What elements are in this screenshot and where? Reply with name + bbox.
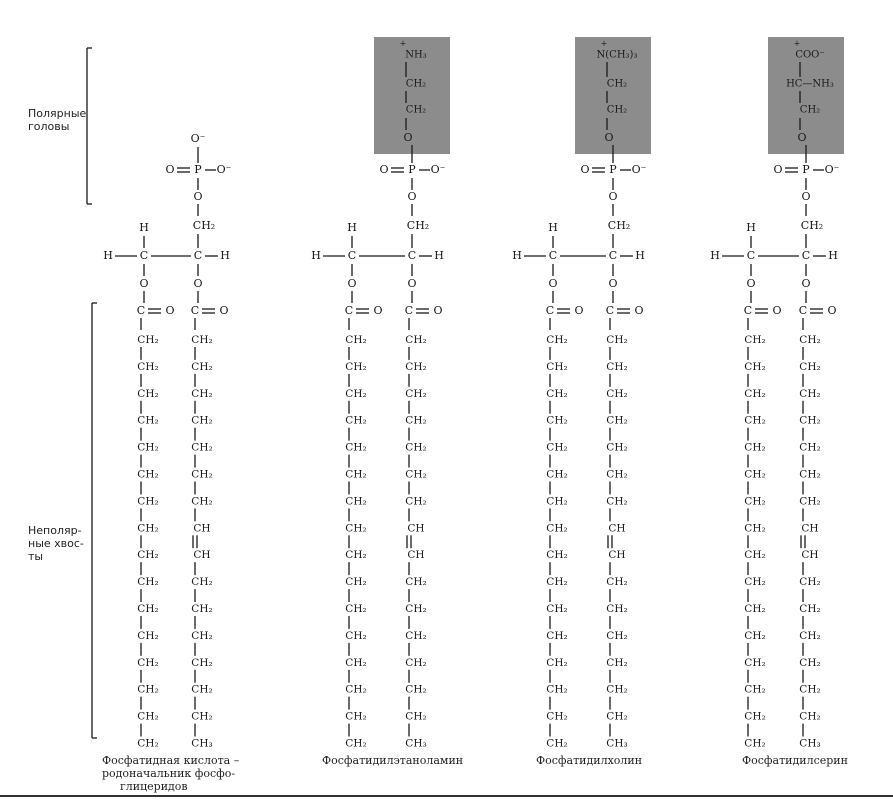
mol-phosphatidylserine-right-acyl-O: O [801,277,811,290]
mol-phosphatidylethanolamine-left-chain-9: CH₂ [345,576,367,589]
mol-phosphatidylserine-right-chain-8: CH [801,549,819,562]
mol-phosphatidic-acid-right-chain-3: CH₂ [191,414,213,427]
mol-phosphatidylserine-glycerol-C2: C [801,249,811,262]
mol-phosphatidylcholine-head-row: CH₂ [606,78,628,90]
mol-phosphatidylcholine-left-chain-3: CH₂ [546,414,568,427]
mol-phosphatidic-acid-left-chain-4: CH₂ [137,441,159,454]
mol-phosphatidylserine-right-chain-9: CH₂ [799,576,821,589]
mol-phosphatidylethanolamine-left-chain-4: CH₂ [345,441,367,454]
mol-phosphatidylcholine-left-chain-0: CH₂ [546,334,568,346]
mol-phosphatidylserine-right-chain-10: CH₂ [799,603,821,615]
mol-phosphatidylcholine-glycerol-C2: C [608,249,618,262]
mol-phosphatidylethanolamine-left-chain-11: CH₂ [345,629,367,642]
mol-phosphatidylcholine-left-chain-10: CH₂ [546,603,568,615]
mol-phosphatidylserine-right-chain-15: CH₃ [799,737,821,750]
mol-phosphatidylcholine-glycerol-CH2: CH₂ [607,219,631,232]
mol-phosphatidylcholine-ester-O: O [608,190,618,203]
mol-phosphatidylethanolamine-right-chain-12: CH₂ [405,656,427,669]
mol-phosphatidylserine-right-chain-6: CH₂ [799,495,821,508]
mol-phosphatidylethanolamine-left-chain-13: CH₂ [345,683,367,696]
mol-phosphatidylserine-left-chain-3: CH₂ [744,414,766,427]
mol-phosphatidic-acid-right-chain-2: CH₂ [191,387,213,400]
mol-phosphatidic-acid-right-chain-14: CH₂ [191,710,213,723]
mol-phosphatidylethanolamine-right-chain-5: CH₂ [405,468,427,481]
caption-phosphatidylserine: Фосфатидилсерин [742,754,848,767]
mol-phosphatidylserine-left-chain-5: CH₂ [744,468,766,481]
mol-phosphatidylserine-left-chain-6: CH₂ [744,495,766,508]
mol-phosphatidylcholine-left-chain-4: CH₂ [546,441,568,454]
mol-phosphatidylserine-left-chain-7: CH₂ [744,522,766,535]
mol-phosphatidic-acid-left-carbonyl-O: O [165,304,175,317]
mol-phosphatidylcholine-left-chain-12: CH₂ [546,656,568,669]
mol-phosphatidylethanolamine-head-row: CH₂ [405,104,427,116]
mol-phosphatidylethanolamine-left-chain-2: CH₂ [345,387,367,400]
mol-phosphatidylethanolamine-left-chain-5: CH₂ [345,468,367,481]
mol-phosphatidic-acid-P: P [194,163,202,176]
mol-phosphatidylcholine-left-acyl-O: O [548,277,558,290]
bottom-rule [0,795,893,797]
mol-phosphatidylserine-head-row: HC—NH₃ [786,78,834,90]
mol-phosphatidic-acid-right-chain-1: CH₂ [191,360,213,373]
mol-phosphatidylethanolamine-left-chain-15: CH₂ [345,737,367,750]
mol-phosphatidic-acid-left-chain-0: CH₂ [137,334,159,346]
mol-phosphatidylethanolamine-glycerol-H-left: H [311,249,321,262]
mol-phosphatidylethanolamine-right-chain-0: CH₂ [405,334,427,346]
mol-phosphatidic-acid-left-chain-10: CH₂ [137,603,159,615]
mol-phosphatidylserine-right-chain-2: CH₂ [799,387,821,400]
mol-phosphatidylcholine-right-chain-6: CH₂ [606,495,628,508]
mol-phosphatidylcholine-left-chain-2: CH₂ [546,387,568,400]
mol-phosphatidylethanolamine-glycerol-C2: C [407,249,417,262]
mol-phosphatidylserine-P: P [802,163,810,176]
mol-phosphatidylserine-right-chain-14: CH₂ [799,710,821,723]
mol-phosphatidylserine-right-chain-3: CH₂ [799,414,821,427]
mol-phosphatidylserine-right-chain-11: CH₂ [799,629,821,642]
mol-phosphatidylethanolamine-head-charge: + [399,39,407,48]
mol-phosphatidylcholine-right-chain-11: CH₂ [606,629,628,642]
mol-phosphatidic-acid-glycerol-H-top: H [139,221,149,234]
mol-phosphatidylethanolamine-left-chain-12: CH₂ [345,656,367,669]
mol-phosphatidylcholine-right-chain-2: CH₂ [606,387,628,400]
mol-phosphatidylserine-ester-O: O [801,190,811,203]
mol-phosphatidylethanolamine-ester-O: O [407,190,417,203]
mol-phosphatidylcholine-right-chain-8: CH [608,549,626,562]
mol-phosphatidylethanolamine-right-chain-4: CH₂ [405,441,427,454]
mol-phosphatidylethanolamine-right-chain-3: CH₂ [405,414,427,427]
mol-phosphatidic-acid-dbl-O: O [165,163,175,176]
mol-phosphatidylserine-glycerol-H-right: H [828,249,838,262]
mol-phosphatidylcholine-right-chain-4: CH₂ [606,441,628,454]
mol-phosphatidylserine-right-chain-4: CH₂ [799,441,821,454]
mol-phosphatidylethanolamine-glycerol-CH2: CH₂ [406,219,430,232]
mol-phosphatidylethanolamine-right-chain-13: CH₂ [405,683,427,696]
mol-phosphatidylethanolamine-right-chain-7: CH [407,522,425,535]
mol-phosphatidylcholine-left-chain-6: CH₂ [546,495,568,508]
mol-phosphatidylcholine-right-chain-12: CH₂ [606,656,628,669]
mol-phosphatidylserine-left-chain-13: CH₂ [744,683,766,696]
mol-phosphatidic-acid-glycerol-H-right: H [220,249,230,262]
mol-phosphatidylethanolamine-left-chain-1: CH₂ [345,360,367,373]
mol-phosphatidylcholine-right-chain-13: CH₂ [606,683,628,696]
mol-phosphatidic-acid-glycerol-C2: C [193,249,203,262]
mol-phosphatidic-acid-top-O-minus: O⁻ [190,132,206,145]
mol-phosphatidic-acid-left-chain-12: CH₂ [137,656,159,669]
mol-phosphatidic-acid-right-chain-11: CH₂ [191,629,213,642]
mol-phosphatidylserine-left-carbonyl-O: O [772,304,782,317]
caption-phosphatidylethanolamine: Фосфатидилэтаноламин [322,754,464,767]
caption-line-2: родоначальник фосфо- [102,767,236,780]
mol-phosphatidylcholine-left-chain-1: CH₂ [546,360,568,373]
mol-phosphatidylethanolamine-right-chain-6: CH₂ [405,495,427,508]
mol-phosphatidylethanolamine-right-carbonyl-C: C [404,304,414,317]
mol-phosphatidylserine-left-chain-12: CH₂ [744,656,766,669]
mol-phosphatidylethanolamine-right-acyl-O: O [407,277,417,290]
mol-phosphatidic-acid-right-chain-12: CH₂ [191,656,213,669]
mol-phosphatidic-acid-right-chain-15: CH₃ [191,737,213,750]
mol-phosphatidylethanolamine-right-chain-11: CH₂ [405,629,427,642]
mol-phosphatidylcholine-P: P [609,163,617,176]
mol-phosphatidylcholine-head-row: CH₂ [606,104,628,116]
mol-phosphatidylethanolamine-right-chain-8: CH [407,549,425,562]
polar-heads-label: Полярные головы [28,107,87,133]
mol-phosphatidic-acid-ester-O: O [193,190,203,203]
mol-phosphatidylcholine-right-chain-1: CH₂ [606,360,628,373]
mol-phosphatidic-acid-left-chain-15: CH₂ [137,737,159,750]
mol-phosphatidylcholine-right-chain-10: CH₂ [606,603,628,615]
mol-phosphatidylserine-right-chain-1: CH₂ [799,360,821,373]
mol-phosphatidylethanolamine-right-chain-2: CH₂ [405,387,427,400]
mol-phosphatidylethanolamine-right-chain-14: CH₂ [405,710,427,723]
mol-phosphatidylserine-left-chain-15: CH₂ [744,737,766,750]
mol-phosphatidylethanolamine-left-chain-10: CH₂ [345,603,367,615]
mol-phosphatidylserine-glycerol-CH2: CH₂ [800,219,824,232]
mol-phosphatidylcholine-left-carbonyl-O: O [574,304,584,317]
mol-phosphatidylserine-head-charge: + [793,39,801,48]
mol-phosphatidylethanolamine-right-chain-9: CH₂ [405,576,427,589]
mol-phosphatidylserine-glycerol-H-top: H [746,221,756,234]
mol-phosphatidylserine-right-chain-0: CH₂ [799,334,821,346]
mol-phosphatidic-acid-right-carbonyl-C: C [190,304,200,317]
mol-phosphatidylserine-left-chain-0: CH₂ [744,334,766,346]
mol-phosphatidic-acid-left-chain-6: CH₂ [137,495,159,508]
mol-phosphatidic-acid-right-chain-8: CH [193,549,211,562]
mol-phosphatidic-acid-left-acyl-O: O [139,277,149,290]
mol-phosphatidic-acid-left-carbonyl-C: C [136,304,146,317]
mol-phosphatidylcholine-right-chain-3: CH₂ [606,414,628,427]
mol-phosphatidylserine-right-chain-13: CH₂ [799,683,821,696]
mol-phosphatidylserine-left-chain-2: CH₂ [744,387,766,400]
mol-phosphatidic-acid-left-chain-5: CH₂ [137,468,159,481]
mol-phosphatidylcholine-left-carbonyl-C: C [545,304,555,317]
mol-phosphatidylcholine-head-row: N(CH₃)₃ [596,49,638,61]
mol-phosphatidic-acid-left-chain-8: CH₂ [137,549,159,562]
mol-phosphatidylcholine-head-O: O [604,131,614,144]
mol-phosphatidylcholine-glycerol-H-right: H [635,249,645,262]
mol-phosphatidylcholine-dbl-O: O [580,163,590,176]
mol-phosphatidylcholine-right-chain-14: CH₂ [606,710,628,723]
mol-phosphatidylethanolamine-right-carbonyl-O: O [433,304,443,317]
mol-phosphatidylethanolamine-left-chain-8: CH₂ [345,549,367,562]
mol-phosphatidic-acid-left-chain-7: CH₂ [137,522,159,535]
mol-phosphatidylserine-right-carbonyl-C: C [798,304,808,317]
mol-phosphatidic-acid-glycerol-C1: C [139,249,149,262]
mol-phosphatidylethanolamine-left-acyl-O: O [347,277,357,290]
mol-phosphatidylethanolamine-left-chain-14: CH₂ [345,710,367,723]
mol-phosphatidylcholine-glycerol-H-left: H [512,249,522,262]
mol-phosphatidylserine-left-chain-9: CH₂ [744,576,766,589]
mol-phosphatidylethanolamine-right-chain-1: CH₂ [405,360,427,373]
mol-phosphatidylserine-left-chain-11: CH₂ [744,629,766,642]
mol-phosphatidylcholine-glycerol-H-top: H [548,221,558,234]
mol-phosphatidylcholine-left-chain-15: CH₂ [546,737,568,750]
mol-phosphatidylcholine-right-acyl-O: O [608,277,618,290]
mol-phosphatidylcholine-glycerol-C1: C [548,249,558,262]
mol-phosphatidylserine-head-O: O [797,131,807,144]
mol-phosphatidic-acid-right-chain-13: CH₂ [191,683,213,696]
mol-phosphatidylserine-dbl-O: O [773,163,783,176]
mol-phosphatidylserine-right-carbonyl-O: O [827,304,837,317]
mol-phosphatidylserine-left-carbonyl-C: C [743,304,753,317]
mol-phosphatidic-acid-left-chain-1: CH₂ [137,360,159,373]
nonpolar-tails-label: Неполяр-ные хвос-ты [28,524,84,563]
mol-phosphatidylcholine-left-chain-9: CH₂ [546,576,568,589]
mol-phosphatidylserine-left-chain-1: CH₂ [744,360,766,373]
mol-phosphatidylserine-head-row: COO⁻ [795,49,825,61]
caption-phosphatidylcholine: Фосфатидилхолин [536,754,643,767]
mol-phosphatidic-acid-left-chain-3: CH₂ [137,414,159,427]
caption-phosphatidic-acid [102,754,239,793]
mol-phosphatidylethanolamine-P: P [408,163,416,176]
mol-phosphatidylethanolamine-glycerol-C1: C [347,249,357,262]
mol-phosphatidylcholine-left-chain-7: CH₂ [546,522,568,535]
mol-phosphatidylcholine-left-chain-14: CH₂ [546,710,568,723]
mol-phosphatidylcholine-right-chain-15: CH₃ [606,737,628,750]
mol-phosphatidylserine-glycerol-C1: C [746,249,756,262]
mol-phosphatidylcholine-right-carbonyl-C: C [605,304,615,317]
mol-phosphatidylserine-head-row: CH₂ [799,104,821,116]
mol-phosphatidylserine-right-chain-5: CH₂ [799,468,821,481]
mol-phosphatidylserine-left-chain-10: CH₂ [744,603,766,615]
mol-phosphatidylethanolamine-glycerol-H-top: H [347,221,357,234]
mol-phosphatidylcholine-left-chain-5: CH₂ [546,468,568,481]
mol-phosphatidylcholine-right-chain-7: CH [608,522,626,535]
mol-phosphatidic-acid-right-chain-4: CH₂ [191,441,213,454]
mol-phosphatidic-acid-right-chain-6: CH₂ [191,495,213,508]
mol-phosphatidylserine-left-chain-4: CH₂ [744,441,766,454]
mol-phosphatidic-acid-left-chain-13: CH₂ [137,683,159,696]
mol-phosphatidic-acid-right-acyl-O: O [193,277,203,290]
mol-phosphatidylserine-O-minus: O⁻ [824,163,840,176]
mol-phosphatidylethanolamine-glycerol-H-right: H [434,249,444,262]
mol-phosphatidic-acid-O-minus: O⁻ [216,163,232,176]
mol-phosphatidylserine-glycerol-H-left: H [710,249,720,262]
mol-phosphatidylethanolamine-head-row: NH₃ [405,49,427,61]
caption-line-1: Фосфатидная кислота – [102,754,240,767]
mol-phosphatidylethanolamine-left-carbonyl-O: O [373,304,383,317]
mol-phosphatidic-acid-left-chain-2: CH₂ [137,387,159,400]
mol-phosphatidylserine-left-chain-8: CH₂ [744,549,766,562]
mol-phosphatidylethanolamine-left-carbonyl-C: C [344,304,354,317]
mol-phosphatidylcholine-left-chain-11: CH₂ [546,629,568,642]
mol-phosphatidic-acid-glycerol-CH2: CH₂ [192,219,216,232]
mol-phosphatidylcholine-head-charge: + [600,39,608,48]
mol-phosphatidic-acid-right-chain-10: CH₂ [191,603,213,615]
mol-phosphatidylcholine-left-chain-8: CH₂ [546,549,568,562]
mol-phosphatidic-acid-left-chain-11: CH₂ [137,629,159,642]
mol-phosphatidylethanolamine-head-row: CH₂ [405,78,427,90]
mol-phosphatidic-acid-glycerol-H-left: H [103,249,113,262]
mol-phosphatidylethanolamine-dbl-O: O [379,163,389,176]
mol-phosphatidylserine-left-acyl-O: O [746,277,756,290]
mol-phosphatidylcholine-right-carbonyl-O: O [634,304,644,317]
mol-phosphatidylcholine-right-chain-5: CH₂ [606,468,628,481]
mol-phosphatidylserine-left-chain-14: CH₂ [744,710,766,723]
mol-phosphatidylethanolamine-right-chain-15: CH₃ [405,737,427,750]
mol-phosphatidylserine-right-chain-12: CH₂ [799,656,821,669]
mol-phosphatidylethanolamine-left-chain-6: CH₂ [345,495,367,508]
mol-phosphatidylcholine-right-chain-9: CH₂ [606,576,628,589]
mol-phosphatidic-acid-left-chain-9: CH₂ [137,576,159,589]
mol-phosphatidic-acid-right-chain-9: CH₂ [191,576,213,589]
mol-phosphatidylcholine-left-chain-13: CH₂ [546,683,568,696]
mol-phosphatidylethanolamine-head-O: O [403,131,413,144]
caption-line-3: глицеридов [120,780,188,793]
mol-phosphatidic-acid-right-carbonyl-O: O [219,304,229,317]
mol-phosphatidylethanolamine-left-chain-3: CH₂ [345,414,367,427]
mol-phosphatidic-acid-right-chain-0: CH₂ [191,334,213,346]
mol-phosphatidic-acid-left-chain-14: CH₂ [137,710,159,723]
mol-phosphatidylethanolamine-right-chain-10: CH₂ [405,603,427,615]
mol-phosphatidylcholine-right-chain-0: CH₂ [606,334,628,346]
mol-phosphatidylserine-right-chain-7: CH [801,522,819,535]
mol-phosphatidylethanolamine-O-minus: O⁻ [430,163,446,176]
mol-phosphatidylcholine-O-minus: O⁻ [631,163,647,176]
mol-phosphatidic-acid-right-chain-7: CH [193,522,211,535]
mol-phosphatidylethanolamine-left-chain-7: CH₂ [345,522,367,535]
mol-phosphatidic-acid-right-chain-5: CH₂ [191,468,213,481]
mol-phosphatidylethanolamine-left-chain-0: CH₂ [345,334,367,346]
